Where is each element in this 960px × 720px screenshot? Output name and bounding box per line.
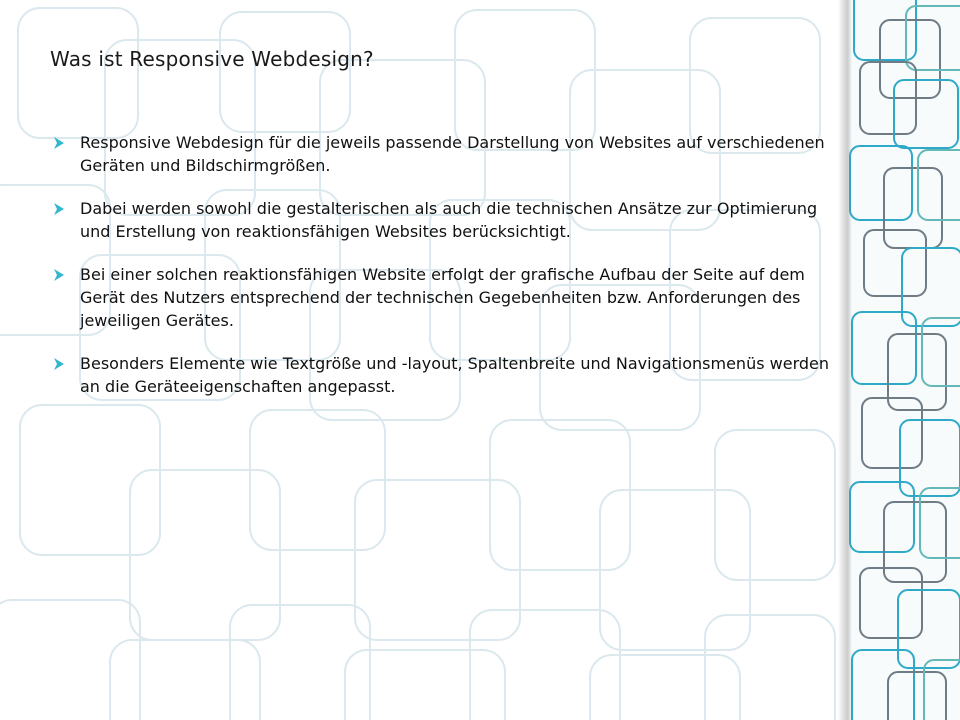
arrow-right-icon [52, 357, 66, 371]
bullet-item [52, 197, 832, 243]
bullet-text: Besonders Elemente wie Textgröße und -layout, Spaltenbreite und Navigationsmenüs werden an die Geräteeigenschaften angepasst. [80, 354, 829, 396]
bullet-item [52, 352, 832, 398]
bullet-item [52, 131, 832, 177]
bullet-item [52, 263, 832, 332]
bullet-text: Responsive Webdesign für die jeweils passende Darstellung von Websites auf verschiedenen Geräten und Bildschirmgrößen. [80, 133, 825, 175]
bullet-text: Bei einer solchen reaktionsfähigen Website erfolgt der grafische Aufbau der Seite auf dem Gerät des Nutzers entsprechend der technischen Gegebenheiten bzw. Anforderungen des jeweiligen Gerätes. [80, 265, 805, 330]
arrow-right-icon [52, 136, 66, 150]
arrow-right-icon [52, 268, 66, 282]
page-edge-shadow [838, 0, 852, 720]
arrow-right-icon [52, 202, 66, 216]
bullet-list [52, 131, 832, 418]
background-pattern-accent [846, 0, 960, 720]
slide-title: Was ist Responsive Webdesign? [50, 47, 374, 71]
bullet-text: Dabei werden sowohl die gestalterischen als auch die technischen Ansätze zur Optimierung und Erstellung von reaktionsfähigen Websites berücksichtigt. [80, 199, 818, 241]
